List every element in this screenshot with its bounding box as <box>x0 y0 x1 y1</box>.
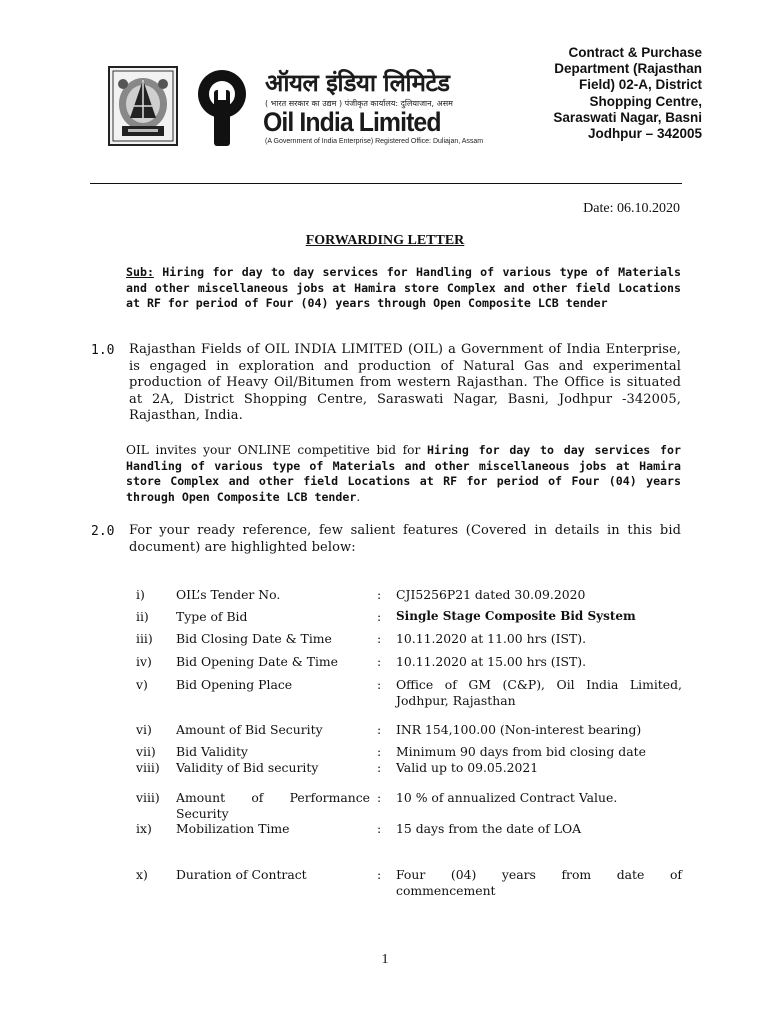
feature-colon: : <box>377 867 382 882</box>
company-logo <box>108 66 484 150</box>
feature-label: Type of Bid <box>176 609 248 624</box>
feature-value: 10 % of annualized Contract Value. <box>396 790 618 805</box>
feature-label: Amount of Performance Security <box>176 790 370 821</box>
feature-number: ii) <box>136 609 149 624</box>
feature-number: i) <box>136 587 145 602</box>
feature-colon: : <box>377 790 382 805</box>
invitation-prefix: OIL invites your ONLINE competitive bid for <box>126 443 427 457</box>
subject-line <box>126 265 681 312</box>
feature-colon: : <box>377 654 382 669</box>
feature-colon: : <box>377 821 382 836</box>
invitation-paragraph <box>126 443 681 506</box>
feature-number: viii) <box>136 790 160 805</box>
feature-label: OIL’s Tender No. <box>176 587 281 602</box>
logo-registered-office: (A Government of India Enterprise) Registered Office: Duliajan, Assam <box>265 138 484 145</box>
feature-colon: : <box>377 677 382 692</box>
feature-value: Single Stage Composite Bid System <box>396 609 636 623</box>
feature-value: Minimum 90 days from bid closing date <box>396 744 646 759</box>
feature-colon: : <box>377 609 382 624</box>
feature-value: Four (04) years from date of commencement <box>396 867 682 898</box>
logo-hindi-name: ऑयल इंडिया लिमिटेड <box>265 69 450 97</box>
feature-number: ix) <box>136 821 152 836</box>
address-line: Shopping Centre, <box>589 93 702 109</box>
feature-label: Validity of Bid security <box>176 760 319 775</box>
feature-value: 10.11.2020 at 11.00 hrs (IST). <box>396 631 587 646</box>
feature-value: INR 154,100.00 (Non-interest bearing) <box>396 722 642 737</box>
feature-number: v) <box>136 677 148 692</box>
section-number: 2.0 <box>91 524 115 539</box>
letter-date: Date: 06.10.2020 <box>583 201 680 216</box>
feature-value: 15 days from the date of LOA <box>396 821 582 836</box>
feature-number: vi) <box>136 722 152 737</box>
feature-value: 10.11.2020 at 15.00 hrs (IST). <box>396 654 587 669</box>
feature-number: x) <box>136 867 148 882</box>
invitation-suffix: . <box>356 490 361 505</box>
feature-colon: : <box>377 744 382 759</box>
letter-title: FORWARDING LETTER <box>305 233 465 248</box>
feature-value: Office of GM (C&P), Oil India Limited, Jodhpur, Rajasthan <box>396 677 682 708</box>
section-number: 1.0 <box>91 343 115 358</box>
page-number: 1 <box>381 952 389 967</box>
department-address <box>482 45 702 142</box>
address-line: Jodhpur – 342005 <box>587 126 702 142</box>
invitation-work-title: Hiring for day to day services for Handling of various type of Materials and other miscellaneous jobs at Hamira store Complex and other field Locations at RF for period of Four (04) years through Open Composite LCB tender <box>126 443 681 505</box>
subject-label: Sub: <box>126 265 154 279</box>
address-line: Saraswati Nagar, Basni <box>553 109 702 125</box>
address-line: Department (Rajasthan <box>554 61 702 77</box>
feature-label: Bid Closing Date & Time <box>176 631 332 646</box>
feature-label: Bid Validity <box>176 744 248 759</box>
feature-label: Mobilization Time <box>176 821 290 836</box>
feature-colon: : <box>377 587 382 602</box>
feature-number: iv) <box>136 654 152 669</box>
address-line: Field) 02-A, District <box>578 77 702 93</box>
feature-value: CJI5256P21 dated 30.09.2020 <box>396 587 586 602</box>
feature-value: Valid up to 09.05.2021 <box>396 760 539 775</box>
subject-text: Hiring for day to day services for Handling of various type of Materials and other miscellaneous jobs at Hamira store Complex and other field Locations at RF for period of Four (04) years through Open Composite LCB tender <box>126 265 681 310</box>
section-1-text: Rajasthan Fields of OIL INDIA LIMITED (OIL) a Government of India Enterprise, is engaged in exploration and production of Natural Gas and experimental production of Heavy Oil/Bitumen from western Rajasthan. The Office is situated at 2A, District Shopping Centre, Saraswati Nagar, Basni, Jodhpur -342005, Rajasthan, India. <box>129 342 681 424</box>
oil-emblem-icon <box>108 66 178 146</box>
logo-english-name: Oil India Limited <box>263 107 441 137</box>
feature-colon: : <box>377 631 382 646</box>
feature-label: Duration of Contract <box>176 867 307 882</box>
feature-label: Bid Opening Date & Time <box>176 654 339 669</box>
header-divider <box>90 183 682 184</box>
feature-number: iii) <box>136 631 153 646</box>
oil-drop-icon <box>188 68 256 148</box>
feature-number: vii) <box>136 744 156 759</box>
section-2-text: For your ready reference, few salient features (Covered in details in this bid document) are highlighted below: <box>129 523 681 555</box>
feature-number: viii) <box>136 760 160 775</box>
feature-colon: : <box>377 722 382 737</box>
feature-label: Bid Opening Place <box>176 677 293 692</box>
address-line: Contract & Purchase <box>568 45 702 60</box>
feature-colon: : <box>377 760 382 775</box>
logo-hindi-tagline: ( भारत सरकार का उद्यम ) पंजीकृत कार्यालय: दुलियाजान, असम <box>265 99 453 108</box>
feature-label: Amount of Bid Security <box>176 722 323 737</box>
